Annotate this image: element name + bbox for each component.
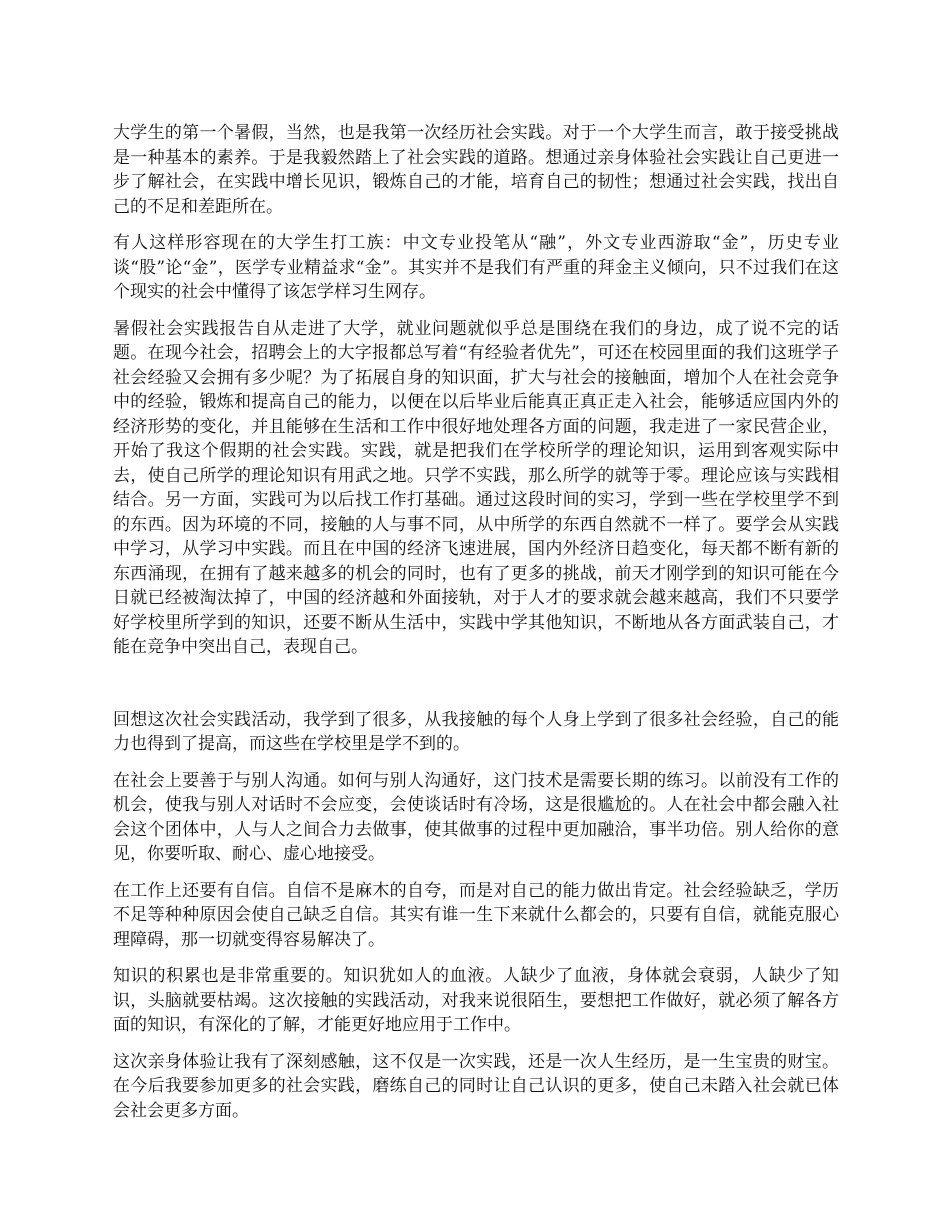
- paragraph-3: 暑假社会实践报告自从走进了大学，就业问题就似乎总是围绕在我们的身边，成了说不完的话题。在现今社会，招聘会上的大字报都总写着“有经验者优先”，可还在校园里面的我们这班学子社会经验又会拥有多少呢？为了拓展自身的知识面，扩大与社会的接触面，增加个人在社会竞争中的经验，锻炼和提高自己的能力，以便在以后毕业后能真正真正走入社会，能够适应国内外的经济形势的变化，并且能够在生活和工作中很好地处理各方面的问题，我走进了一家民营企业，开始了我这个假期的社会实践。实践，就是把我们在学校所学的理论知识，运用到客观实际中去，使自己所学的理论知识有用武之地。只学不实践，那么所学的就等于零。理论应该与实践相结合。另一方面，实践可为以后找工作打基础。通过这段时间的实习，学到一些在学校里学不到的东西。因为环境的不同，接触的人与事不同，从中所学的东西自然就不一样了。要学会从实践中学习，从学习中实践。而且在中国的经济飞速进展，国内外经济日趋变化，每天都不断有新的东西涌现，在拥有了越来越多的机会的同时，也有了更多的挑战，前天才刚学到的知识可能在今日就已经被淘汰掉了，中国的经济越和外面接轨，对于人才的要求就会越来越高，我们不只要学好学校里所学到的知识，还要不断从生活中，实践中学其他知识，不断地从各方面武装自己，才能在竞争中突出自己，表现自己。: [113, 318, 839, 657]
- paragraph-4: 回想这次社会实践活动，我学到了很多，从我接触的每个人身上学到了很多社会经验，自己的能力也得到了提高，而这些在学校里是学不到的。: [113, 709, 839, 754]
- document-body: [113, 121, 839, 1135]
- paragraph-8: 这次亲身体验让我有了深刻感触，这不仅是一次实践，还是一次人生经历，是一生宝贵的财宝。在今后我要参加更多的社会实践，磨练自己的同时让自己认识的更多，使自己未踏入社会就已体会社会更多方面。: [113, 1051, 839, 1121]
- paragraph-7: 知识的积累也是非常重要的。知识犹如人的血液。人缺少了血液，身体就会衰弱，人缺少了知识，头脑就要枯竭。这次接触的实践活动，对我来说很陌生，要想把工作做好，就必须了解各方面的知识，有深化的了解，才能更好地应用于工作中。: [113, 966, 839, 1035]
- paragraph-1: 大学生的第一个暑假，当然，也是我第一次经历社会实践。对于一个大学生而言，敢于接受挑战是一种基本的素养。于是我毅然踏上了社会实践的道路。想通过亲身体验社会实践让自己更进一步了解社会，在实践中增长见识，锻炼自己的才能，培育自己的韧性；想通过社会实践，找出自己的不足和差距所在。: [113, 123, 839, 217]
- paragraph-2: 有人这样形容现在的大学生打工族：中文专业投笔从“融”，外文专业西游取“金”，历史专业谈“股”论“金”，医学专业精益求“金”。其实并不是我们有严重的拜金主义倾向，只不过我们在这个现实的社会中懂得了该怎学样习生网存。: [113, 233, 839, 302]
- paragraph-6: 在工作上还要有自信。自信不是麻木的自夸，而是对自己的能力做出肯定。社会经验缺乏，学历不足等种种原因会使自己缺乏自信。其实有谁一生下来就什么都会的，只要有自信，就能克服心理障碍，那一切就变得容易解决了。: [113, 880, 839, 950]
- paragraph-5: 在社会上要善于与别人沟通。如何与别人沟通好，这门技术是需要长期的练习。以前没有工作的机会，使我与别人对话时不会应变，会使谈话时有冷场，这是很尴尬的。人在社会中都会融入社会这个团体中，人与人之间合力去做事，使其做事的过程中更加融洽，事半功倍。别人给你的意见，你要听取、耐心、虚心地接受。: [113, 770, 839, 864]
